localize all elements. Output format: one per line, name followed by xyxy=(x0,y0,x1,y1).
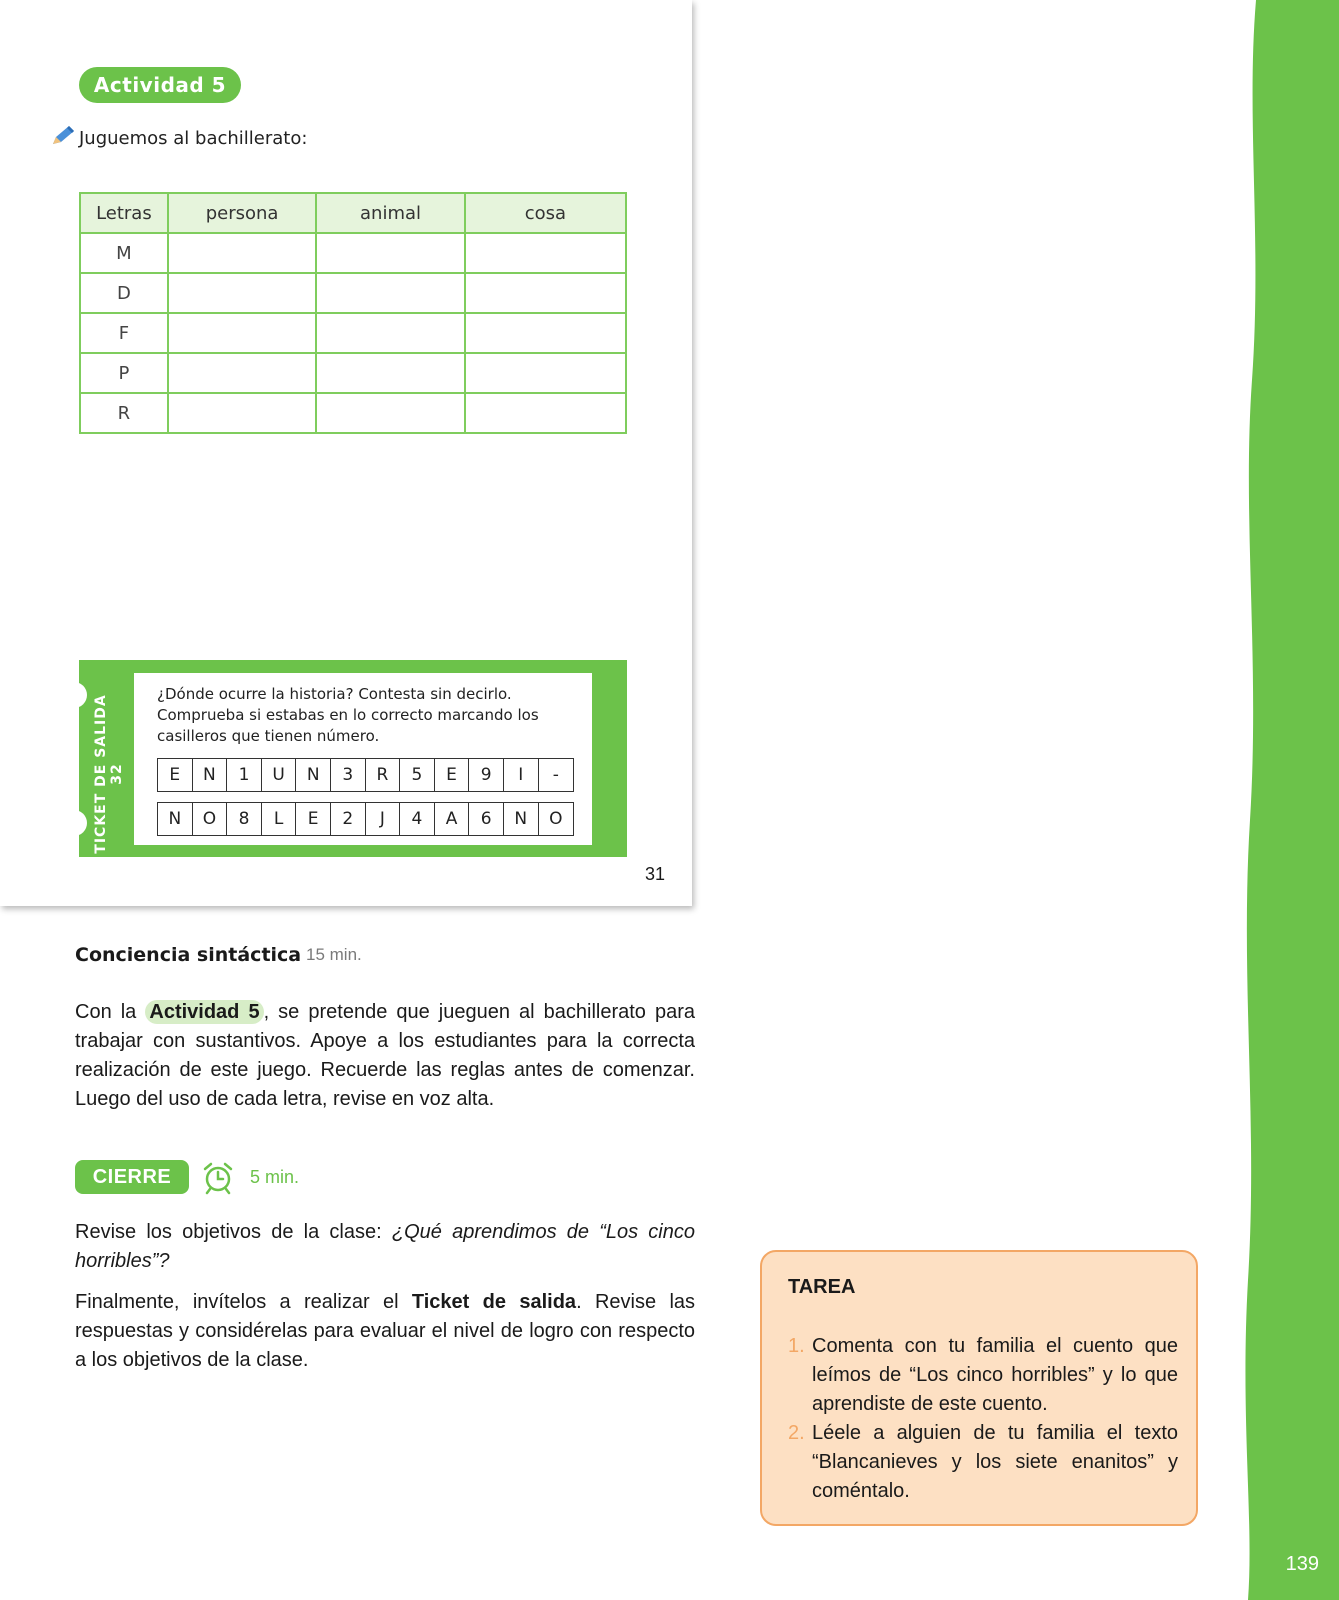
code-cell[interactable]: E xyxy=(296,803,331,835)
answer-cell[interactable] xyxy=(316,273,464,313)
header-persona: persona xyxy=(168,193,317,233)
homework-number: 2. xyxy=(788,1422,805,1444)
homework-title: TAREA xyxy=(788,1276,856,1298)
letter-cell: M xyxy=(80,233,168,273)
table-row xyxy=(80,353,626,393)
homework-item xyxy=(788,1332,1178,1419)
paragraph-objectives xyxy=(75,1218,695,1276)
answer-cell[interactable] xyxy=(168,273,317,313)
code-cell[interactable]: N xyxy=(504,803,539,835)
code-cell[interactable]: L xyxy=(262,803,297,835)
section-heading: Conciencia sintáctica xyxy=(75,944,302,966)
code-cell[interactable]: 8 xyxy=(227,803,262,835)
activity-label: Actividad 5 xyxy=(79,67,241,103)
ticket-question: ¿Dónde ocurre la historia? Contesta sin decirlo. Comprueba si estabas en lo correcto marcando los casilleros que tienen número. xyxy=(157,685,539,745)
ticket-label: TICKET DE SALIDA 32 xyxy=(93,694,125,854)
code-cell[interactable]: 5 xyxy=(400,759,435,791)
cierre-label: CIERRE xyxy=(75,1160,189,1194)
paragraph-activity xyxy=(75,998,695,1114)
answer-cell[interactable] xyxy=(465,313,626,353)
homework-text: Léele a alguien de tu familia el texto “Blancanieves y los siete enanitos” y coméntalo. xyxy=(812,1422,1178,1502)
header-letras: Letras xyxy=(80,193,168,233)
answer-cell[interactable] xyxy=(465,393,626,433)
homework-item xyxy=(788,1419,1178,1506)
code-cell[interactable]: N xyxy=(158,803,193,835)
code-cell[interactable]: 6 xyxy=(469,803,504,835)
code-row-1 xyxy=(157,758,574,792)
pencil-icon xyxy=(50,124,76,148)
side-band xyxy=(1240,0,1339,1600)
code-cell[interactable]: N xyxy=(193,759,228,791)
code-cell[interactable]: 3 xyxy=(331,759,366,791)
code-cell[interactable]: 2 xyxy=(331,803,366,835)
text-run: Con la xyxy=(75,1001,146,1023)
code-cell[interactable]: O xyxy=(193,803,228,835)
student-book-page xyxy=(0,0,692,906)
code-cell[interactable]: E xyxy=(435,759,470,791)
code-cell[interactable]: 9 xyxy=(469,759,504,791)
answer-cell[interactable] xyxy=(465,353,626,393)
exit-ticket xyxy=(79,660,644,857)
answer-cell[interactable] xyxy=(316,353,464,393)
code-cell[interactable]: U xyxy=(262,759,297,791)
text-run: . Revise las respuestas y considérelas para evaluar el nivel de logro con respecto a los objetivos de la clase. xyxy=(75,1291,696,1371)
answer-cell[interactable] xyxy=(465,233,626,273)
text-run: , se pretende que jueguen al bachillerato para trabajar con sustantivos. Apoye a los estudiantes para la correcta realización de este juego. Recuerde las reglas antes de comenzar. Luego del uso de cada letra, revise en voz alta. xyxy=(75,1001,696,1110)
alarm-clock-icon xyxy=(202,1161,234,1195)
code-cell[interactable]: - xyxy=(552,765,559,785)
code-cell[interactable]: 4 xyxy=(400,803,435,835)
answer-cell[interactable] xyxy=(168,313,317,353)
answer-cell[interactable] xyxy=(168,393,317,433)
book-page-number: 31 xyxy=(645,864,666,884)
table-row xyxy=(80,313,626,353)
page-number: 139 xyxy=(1285,1553,1319,1575)
text-run: Finalmente, invítelos a realizar el xyxy=(75,1291,412,1313)
letter-cell: P xyxy=(80,353,168,393)
letter-cell: F xyxy=(80,313,168,353)
ticket-notch xyxy=(73,810,87,836)
answer-cell[interactable] xyxy=(316,393,464,433)
code-cell[interactable]: A xyxy=(435,803,470,835)
letter-cell: R xyxy=(80,393,168,433)
answer-cell[interactable] xyxy=(316,233,464,273)
code-row-2 xyxy=(157,802,574,836)
ticket-bold: Ticket de salida xyxy=(411,1291,577,1313)
instruction-text: Juguemos al bachillerato: xyxy=(79,128,308,149)
homework-text: Comenta con tu familia el cuento que leímos de “Los cinco horribles” y lo que aprendiste de este cuento. xyxy=(812,1335,1178,1415)
ticket-notch xyxy=(73,682,87,708)
section-time: 15 min. xyxy=(306,945,362,964)
table-row xyxy=(80,233,626,273)
code-cell[interactable]: R xyxy=(366,759,401,791)
table-row xyxy=(80,393,626,433)
header-cosa: cosa xyxy=(465,193,626,233)
text-run: Revise los objetivos de la clase: xyxy=(75,1221,392,1243)
ticket-code: LECTURA OA 3 xyxy=(634,727,644,798)
answer-cell[interactable] xyxy=(168,233,317,273)
table-row xyxy=(80,273,626,313)
homework-number: 1. xyxy=(788,1335,805,1357)
code-cell[interactable]: N xyxy=(296,759,331,791)
question-italic: ¿Qué aprendimos de “Los cinco horribles”? xyxy=(75,1221,695,1272)
code-cell[interactable]: E xyxy=(158,759,193,791)
code-cell[interactable]: O xyxy=(549,809,563,829)
answer-cell[interactable] xyxy=(465,273,626,313)
activity-highlight: Actividad 5 xyxy=(145,1000,263,1024)
header-animal: animal xyxy=(316,193,464,233)
code-cell[interactable]: J xyxy=(366,803,401,835)
code-cell[interactable]: I xyxy=(504,759,539,791)
letter-cell: D xyxy=(80,273,168,313)
bachillerato-table xyxy=(79,192,627,434)
answer-cell[interactable] xyxy=(168,353,317,393)
paragraph-ticket xyxy=(75,1288,695,1375)
code-cell[interactable]: 1 xyxy=(227,759,262,791)
answer-cell[interactable] xyxy=(316,313,464,353)
cierre-time: 5 min. xyxy=(250,1167,300,1187)
homework-box xyxy=(760,1250,1198,1526)
